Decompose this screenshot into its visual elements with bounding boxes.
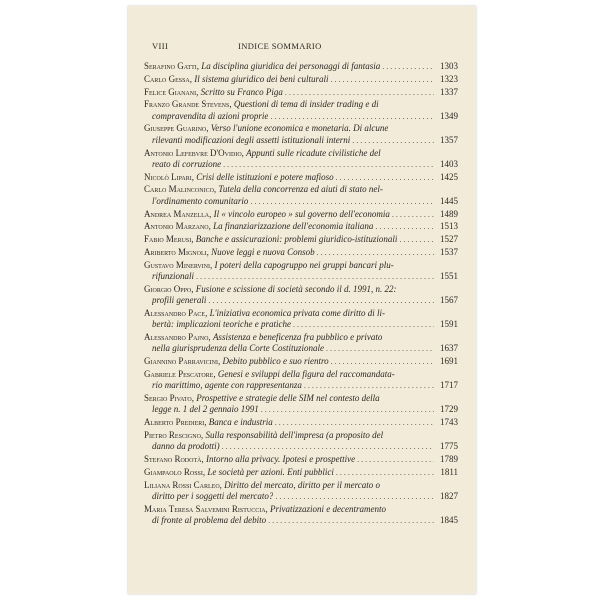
toc-author: Gabriele Pescatore,: [144, 368, 216, 379]
leader-dots: [326, 343, 434, 354]
toc-entry-text: [144, 209, 390, 220]
toc-entry-text: [152, 111, 268, 122]
toc-entry-text: [144, 284, 397, 295]
toc-title: Verso l'unione economica e monetaria. Di alcune: [210, 123, 389, 134]
toc-entry: [144, 467, 458, 478]
toc-title: Banche e assicurazioni: problemi giuridico-istituzionali: [195, 234, 398, 245]
toc-title: Scritto su Franco Piga: [200, 86, 283, 97]
toc-title: bertà: implicazioni teoriche e pratiche: [152, 319, 291, 330]
toc-title: La finanziarizzazione dell'economia italiana: [213, 221, 374, 232]
toc-title: Privatizzazioni e decentramento: [270, 503, 387, 514]
toc-entry-line: [144, 61, 458, 72]
toc-entry-text: [144, 247, 315, 258]
toc-entry: [144, 61, 458, 72]
toc-entry-line: [144, 221, 458, 232]
toc-entry-line: [144, 515, 458, 526]
toc-entry-text: [144, 430, 383, 441]
toc-entry: [144, 74, 458, 85]
leader-dots: [223, 159, 434, 170]
leader-dots: [250, 196, 434, 207]
toc-entry: [144, 356, 458, 367]
toc-entry-line: [144, 380, 458, 391]
toc-entry: [144, 454, 458, 465]
toc-entry-text: [152, 343, 324, 354]
toc-entry-line: [144, 148, 458, 159]
toc-title: l'ordinamento comunitario: [152, 195, 249, 206]
toc-page-number: 1403: [440, 158, 458, 169]
toc-entry-text: [152, 271, 194, 282]
toc-title: rio marittimo, agente con rappresentanza: [152, 380, 302, 391]
toc-page-number: 1775: [440, 441, 458, 452]
leader-dots: [317, 247, 434, 258]
toc-title: Questioni di tema di insider trading e di: [233, 99, 379, 110]
toc-author: Antonio Lefebvre D'Ovidio,: [144, 147, 244, 158]
toc-author: Giannino Parravicini,: [144, 356, 221, 367]
toc-entry-text: [144, 184, 383, 195]
toc-entry-text: [144, 393, 380, 404]
leader-dots: [331, 356, 434, 367]
toc-entry-line: [144, 480, 458, 491]
toc-title: profili generali: [152, 295, 207, 306]
toc-title: legge n. 1 del 2 gennaio 1991: [152, 404, 259, 415]
toc-title: Il « vincolo europeo » sul governo dell'economia: [213, 208, 390, 219]
toc-entry-text: [152, 196, 248, 207]
toc-entry-line: [144, 504, 458, 515]
toc-title: Nuove leggi e nuova Consob: [211, 246, 315, 257]
toc-author: Pietro Rescigno,: [144, 429, 204, 440]
toc-page-number: 1789: [440, 454, 458, 464]
toc-author: Maria Teresa Salvemini Ristuccia,: [144, 503, 268, 514]
leader-dots: [304, 380, 434, 391]
toc-entry: [144, 184, 458, 207]
toc-author: Carlo Malinconico,: [144, 184, 217, 195]
toc-page-number: 1567: [440, 295, 458, 306]
toc-entry-line: [144, 308, 458, 319]
leader-dots: [375, 221, 434, 232]
toc-entry-text: [152, 295, 206, 306]
toc-author: Stefano Rodotà,: [144, 454, 204, 464]
leader-dots: [285, 87, 434, 98]
toc-entry-text: [144, 308, 385, 319]
leader-dots: [336, 172, 434, 183]
toc-entry: [144, 247, 458, 258]
toc-author: Franzo Grande Stevens,: [144, 99, 232, 110]
toc-entry-line: [144, 319, 458, 330]
toc-entry-line: [144, 99, 458, 110]
toc-author: Giorgio Oppo,: [144, 283, 194, 294]
toc-author: Felice Gianani,: [144, 86, 199, 97]
toc-title: L'iniziativa economica privata come diritto di li-: [209, 307, 385, 318]
toc-entry-text: [144, 234, 397, 245]
toc-page-number: 1637: [440, 343, 458, 354]
leader-dots: [399, 234, 434, 245]
toc-entry-line: [144, 135, 458, 146]
toc-title: Il sistema giuridico dei beni culturali: [194, 73, 329, 84]
page-folio: VIII: [152, 41, 169, 51]
toc-entry: [144, 148, 458, 171]
toc-entry: [144, 369, 458, 392]
toc-page-number: 1323: [440, 73, 458, 84]
toc-title: rilevanti modificazioni degli assetti istituzionali interni: [152, 134, 351, 145]
toc-entry: [144, 308, 458, 331]
toc-entry-line: [144, 454, 458, 465]
toc-author: Serafino Gatti,: [144, 61, 200, 71]
toc-entry-text: [152, 380, 302, 391]
toc-author: Liliana Rossi Carleo,: [144, 479, 222, 490]
toc-entry-line: [144, 343, 458, 354]
toc-entry-text: [144, 74, 329, 85]
toc-title: compravendita di azioni proprie: [152, 110, 269, 121]
toc-page-number: 1717: [440, 380, 458, 391]
toc-author: Gustavo Minervini,: [144, 259, 213, 270]
toc-title: diritto per i soggetti del mercato?: [152, 490, 274, 501]
toc-title: Prospettive e strategie delle SIM nel contesto della: [196, 393, 380, 404]
toc-entry-line: [144, 159, 458, 170]
toc-entry-text: [144, 356, 329, 367]
toc-title: rifunzionali: [152, 271, 195, 282]
leader-dots: [392, 209, 434, 220]
toc-title: Fusione e scissione di società secondo il d. 1991, n. 22:: [195, 283, 397, 294]
toc-entry: [144, 172, 458, 183]
toc-entry: [144, 209, 458, 220]
toc-page-number: 1691: [440, 356, 458, 367]
toc-entry-line: [144, 369, 458, 380]
toc-entry-text: [144, 61, 380, 72]
toc-entry: [144, 221, 458, 232]
toc-entry-line: [144, 184, 458, 195]
toc-title: Le società per azioni. Enti pubblici: [207, 466, 334, 477]
toc-entry: [144, 87, 458, 98]
toc-page-number: 1303: [440, 61, 458, 71]
toc-page-number: 1337: [440, 86, 458, 97]
toc-title: Appunti sulle ricadute civilistiche del: [246, 147, 381, 158]
toc-entry-line: [144, 196, 458, 207]
toc-author: Giampaolo Rossi,: [144, 466, 206, 477]
toc-entry-text: [152, 404, 259, 415]
toc-author: Alessandro Pajno,: [144, 332, 211, 343]
toc-entry-text: [152, 319, 291, 330]
toc-entry-text: [144, 454, 355, 465]
toc-entry: [144, 430, 458, 453]
toc-entry: [144, 99, 458, 122]
toc-title: I poteri della capogruppo nei gruppi bancari plu-: [214, 259, 394, 270]
toc-author: Fabio Merusi,: [144, 234, 194, 245]
leader-dots: [268, 515, 434, 526]
leader-dots: [293, 319, 434, 330]
toc-entry-line: [144, 284, 458, 295]
toc-author: Alessandro Pace,: [144, 307, 208, 318]
toc-entry-line: [144, 404, 458, 415]
toc-entry-text: [144, 123, 388, 134]
toc-page-number: 1513: [440, 221, 458, 232]
toc-title: Crisi delle istituzioni e potere mafioso: [196, 171, 334, 182]
toc-page-number: 1445: [440, 195, 458, 206]
toc-page-number: 1743: [440, 417, 458, 428]
toc-author: Nicolò Lipari,: [144, 171, 194, 182]
toc-title: Diritto del mercato, diritto per il mercato o: [224, 479, 380, 490]
toc-entry-text: [144, 332, 382, 343]
toc-page-number: 1537: [440, 246, 458, 257]
toc-entry-text: [144, 504, 386, 515]
toc-page-number: 1489: [440, 208, 458, 219]
toc-entry-text: [144, 260, 394, 271]
toc-author: Ariberto Mignoli,: [144, 246, 209, 257]
toc-entry-line: [144, 247, 458, 258]
toc-entry-line: [144, 123, 458, 134]
toc-title: Genesi e sviluppi della figura del raccomandata-: [217, 368, 395, 379]
toc-title: Debito pubblico e suo rientro: [222, 356, 329, 367]
toc-title: Sulla responsabilità dell'impresa (a proposito del: [205, 429, 384, 440]
toc-entry-line: [144, 332, 458, 343]
toc-title: Assistenza e beneficenza fra pubblico e privato: [212, 332, 383, 343]
leader-dots: [331, 74, 434, 85]
leader-dots: [196, 271, 434, 282]
toc-entry-line: [144, 417, 458, 428]
toc-entry-text: [144, 221, 373, 232]
toc-author: Giuseppe Guarino,: [144, 123, 209, 134]
toc-author: Andrea Manzella,: [144, 208, 212, 219]
leader-dots: [352, 135, 434, 146]
toc-entry-line: [144, 356, 458, 367]
toc-entry: [144, 260, 458, 283]
toc-title: Intorno alla privacy. Ipotesi e prospettive: [205, 454, 356, 464]
toc-entry: [144, 480, 458, 503]
toc-entry-line: [144, 209, 458, 220]
leader-dots: [270, 111, 434, 122]
toc-author: Antonio Marzano,: [144, 221, 211, 232]
toc-entry-line: [144, 271, 458, 282]
toc-page-number: 1845: [440, 514, 458, 525]
toc-title: La disciplina giuridica dei personaggi di fantasia: [201, 61, 381, 71]
leader-dots: [336, 467, 434, 478]
toc-title: nella giurisprudenza della Corte Costituzionale: [152, 343, 325, 354]
toc-page-number: 1357: [440, 134, 458, 145]
toc-entry-line: [144, 393, 458, 404]
toc-entry-text: [152, 515, 266, 526]
toc-title: Tutela della concorrenza ed aiuti di stato nel-: [218, 184, 383, 195]
leader-dots: [208, 295, 434, 306]
toc-entry: [144, 417, 458, 428]
table-of-contents: [144, 61, 458, 528]
toc-entry-text: [152, 491, 273, 502]
toc-entry-line: [144, 467, 458, 478]
toc-entry-line: [144, 430, 458, 441]
toc-entry: [144, 393, 458, 416]
toc-author: Alberto Predieri,: [144, 417, 207, 428]
toc-entry: [144, 504, 458, 527]
toc-entry: [144, 332, 458, 355]
toc-entry-line: [144, 172, 458, 183]
toc-entry-text: [144, 87, 283, 98]
toc-entry-text: [144, 417, 273, 428]
toc-entry-line: [144, 87, 458, 98]
toc-author: Carlo Gessa,: [144, 73, 193, 84]
leader-dots: [222, 441, 434, 452]
leader-dots: [261, 404, 434, 415]
book-page: [128, 6, 476, 594]
toc-entry: [144, 234, 458, 245]
toc-page-number: 1349: [440, 110, 458, 121]
toc-entry-text: [152, 135, 350, 146]
toc-entry: [144, 123, 458, 146]
toc-page-number: 1551: [440, 271, 458, 282]
toc-entry-line: [144, 491, 458, 502]
leader-dots: [357, 454, 434, 465]
toc-title: Banca e industria: [208, 417, 273, 428]
toc-entry: [144, 284, 458, 307]
toc-title: reato di corruzione: [152, 158, 222, 169]
toc-entry-text: [152, 441, 220, 452]
toc-title: di fronte al problema del debito: [152, 514, 267, 525]
leader-dots: [275, 417, 434, 428]
toc-entry-text: [144, 369, 395, 380]
toc-entry-line: [144, 111, 458, 122]
toc-page-number: 1729: [440, 404, 458, 415]
toc-entry-line: [144, 441, 458, 452]
running-title: INDICE SOMMARIO: [238, 41, 322, 51]
toc-entry-text: [144, 467, 334, 478]
toc-entry-line: [144, 260, 458, 271]
toc-entry-text: [144, 480, 380, 491]
toc-page-number: 1591: [440, 319, 458, 330]
toc-page-number: 1811: [440, 466, 458, 477]
toc-entry-line: [144, 234, 458, 245]
toc-entry-line: [144, 74, 458, 85]
toc-entry-text: [144, 172, 334, 183]
toc-entry-text: [152, 159, 221, 170]
leader-dots: [275, 491, 434, 502]
toc-page-number: 1827: [440, 490, 458, 501]
toc-entry-line: [144, 295, 458, 306]
toc-author: Sergio Pivato,: [144, 393, 194, 404]
toc-entry-text: [144, 148, 381, 159]
toc-page-number: 1425: [440, 171, 458, 182]
toc-entry-text: [144, 99, 379, 110]
leader-dots: [382, 61, 434, 72]
toc-page-number: 1527: [440, 234, 458, 245]
toc-title: danno da prodotti): [152, 441, 220, 452]
